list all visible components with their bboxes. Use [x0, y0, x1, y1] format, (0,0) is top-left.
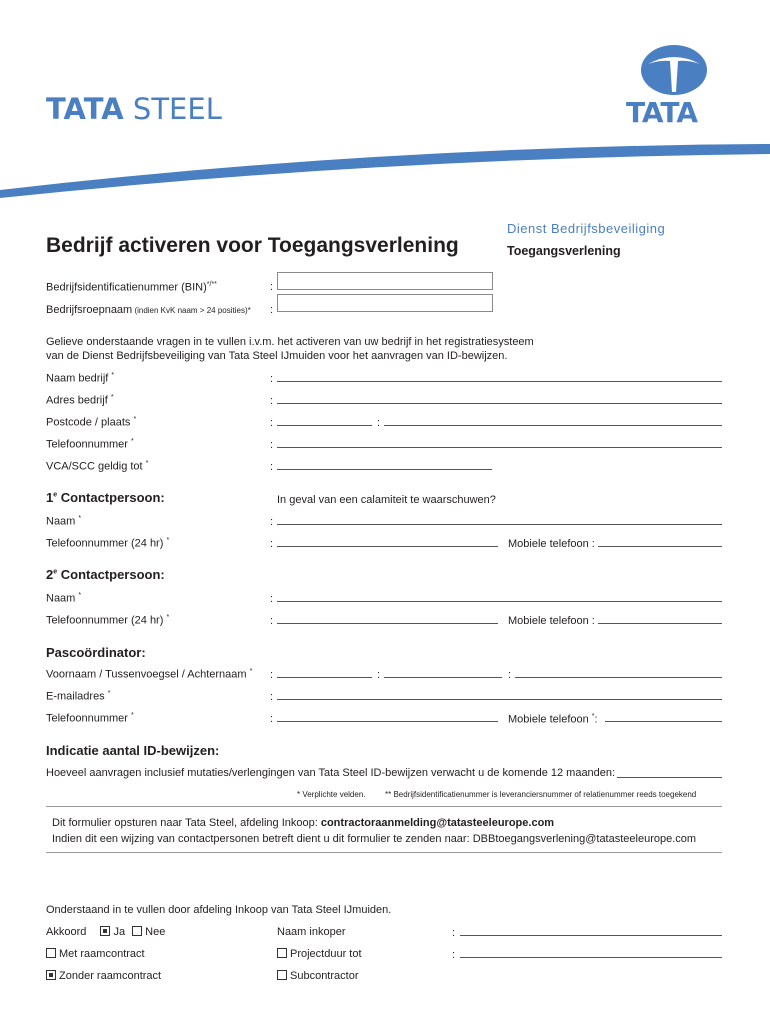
pas-email-field[interactable] — [277, 699, 722, 700]
contact1-mobiel-label: Mobiele telefoon : — [508, 538, 595, 550]
tata-logo-right: TATA — [626, 96, 698, 129]
page-title: Bedrijf activeren voor Toegangsverlening — [46, 234, 459, 257]
footnote-required: * Verplichte velden. — [297, 790, 366, 799]
ja-checkbox[interactable] — [100, 926, 110, 936]
pas-heading: Pascoördinator: — [46, 645, 146, 660]
vca-field[interactable] — [277, 469, 492, 470]
colon: : — [270, 439, 274, 451]
colon: : — [270, 461, 274, 473]
pas-tussenvoegsel-field[interactable] — [384, 677, 502, 678]
send-line-1: Dit formulier opsturen naar Tata Steel, afdeling Inkoop: contractoraanmelding@tatasteeleurope.com — [52, 817, 555, 829]
naam-inkoper-field[interactable] — [460, 935, 722, 936]
adres-bedrijf-label: Adres bedrijf * — [46, 394, 114, 407]
zonder-raamcontract-row — [46, 970, 161, 982]
naam-bedrijf-field[interactable] — [277, 381, 722, 382]
tata-emblem-icon — [640, 44, 708, 96]
contact1-mobiel-field[interactable] — [598, 546, 722, 547]
projectduur-checkbox[interactable] — [277, 948, 287, 958]
zonder-raamcontract-checkbox[interactable] — [46, 970, 56, 980]
intro-line-2: van de Dienst Bedrijfsbeveiliging van Tata Steel IJmuiden voor het aanvragen van ID-bewijzen. — [46, 350, 508, 362]
colon: : — [508, 669, 512, 681]
indicatie-field[interactable] — [617, 777, 722, 778]
pas-mobiel-field[interactable] — [605, 721, 722, 722]
colon: : — [270, 669, 274, 681]
contact2-mobiel-field[interactable] — [598, 623, 722, 624]
contact2-mobiel-label: Mobiele telefoon : — [508, 615, 595, 627]
colon: : — [270, 373, 274, 385]
nee-checkbox[interactable] — [132, 926, 142, 936]
colon: : — [270, 691, 274, 703]
bin-label: Bedrijfsidentificatienummer (BIN)*/** — [46, 281, 217, 294]
colon: : — [452, 949, 456, 961]
colon: : — [270, 417, 274, 429]
subcontractor-label: Subcontractor — [290, 970, 359, 982]
naam-inkoper-label: Naam inkoper — [277, 926, 346, 938]
send-line-2: Indien dit een wijzing van contactpersonen betreft dient u dit formulier te zenden naar: DBBtoegangsverlening@tatasteeleurope.com — [52, 833, 697, 845]
roepnaam-label: Bedrijfsroepnaam (indien KvK naam > 24 posities)* — [46, 304, 251, 316]
contact1-naam-label: Naam * — [46, 515, 82, 528]
contact2-telefoon-label: Telefoonnummer (24 hr) * — [46, 614, 170, 627]
contact1-heading: 1e Contactpersoon: — [46, 490, 165, 505]
subcontractor-row — [277, 970, 358, 982]
postcode-label: Postcode / plaats * — [46, 416, 137, 429]
colon: : — [270, 593, 274, 605]
subservice-name: Toegangsverlening — [507, 244, 621, 258]
projectduur-label: Projectduur tot — [290, 948, 362, 960]
akkoord-label: Akkoord — [46, 926, 87, 938]
contact2-naam-label: Naam * — [46, 592, 82, 605]
adres-bedrijf-field[interactable] — [277, 403, 722, 404]
colon: : — [270, 395, 274, 407]
header-swoosh — [0, 140, 770, 200]
nee-label: Nee — [145, 926, 166, 938]
zonder-raamcontract-label: Zonder raamcontract — [59, 970, 162, 982]
projectduur-row — [277, 948, 362, 960]
colon: : — [377, 669, 381, 681]
roepnaam-colon: : — [270, 304, 274, 316]
pas-voornaam-field[interactable] — [277, 677, 372, 678]
pas-achternaam-field[interactable] — [515, 677, 722, 678]
plaats-field[interactable] — [384, 425, 722, 426]
divider — [46, 806, 722, 807]
indicatie-heading: Indicatie aantal ID-bewijzen: — [46, 743, 220, 758]
postcode-field[interactable] — [277, 425, 372, 426]
contact2-telefoon-field[interactable] — [277, 623, 498, 624]
indicatie-question: Hoeveel aanvragen inclusief mutaties/verlengingen van Tata Steel ID-bewijzen verwacht u de komende 12 maanden: — [46, 767, 616, 779]
service-name: Dienst Bedrijfsbeveiliging — [507, 221, 666, 236]
akkoord-row — [46, 926, 165, 938]
inkoop-intro: Onderstaand in te vullen door afdeling Inkoop van Tata Steel IJmuiden. — [46, 904, 392, 916]
ja-label: Ja — [113, 926, 126, 938]
naam-bedrijf-label: Naam bedrijf * — [46, 372, 115, 385]
met-raamcontract-label: Met raamcontract — [59, 948, 145, 960]
projectduur-field[interactable] — [460, 957, 722, 958]
contact1-naam-field[interactable] — [277, 524, 722, 525]
colon: : — [377, 417, 381, 429]
contact1-telefoon-field[interactable] — [277, 546, 498, 547]
contact1-telefoon-label: Telefoonnummer (24 hr) * — [46, 537, 170, 550]
contact1-note: In geval van een calamiteit te waarschuwen? — [277, 494, 496, 506]
intro-line-1: Gelieve onderstaande vragen in te vullen i.v.m. het activeren van uw bedrijf in het registratiesysteem — [46, 336, 534, 348]
colon: : — [270, 538, 274, 550]
bin-input[interactable] — [277, 272, 493, 290]
contact2-naam-field[interactable] — [277, 601, 722, 602]
telefoon-label: Telefoonnummer * — [46, 438, 134, 451]
colon: : — [270, 615, 274, 627]
footnote-bin: ** Bedrijfsidentificatienummer is leveranciersnummer of relatienummer reeds toegekend — [385, 790, 697, 799]
met-raamcontract-checkbox[interactable] — [46, 948, 56, 958]
telefoon-field[interactable] — [277, 447, 722, 448]
bin-colon: : — [270, 281, 274, 293]
subcontractor-checkbox[interactable] — [277, 970, 287, 980]
pas-telefoon-label: Telefoonnummer * — [46, 712, 134, 725]
pas-email-label: E-mailadres * — [46, 690, 111, 703]
met-raamcontract-row — [46, 948, 145, 960]
pas-voornaam-label: Voornaam / Tussenvoegsel / Achternaam * — [46, 668, 253, 681]
colon: : — [270, 516, 274, 528]
vca-label: VCA/SCC geldig tot * — [46, 460, 149, 473]
pas-telefoon-field[interactable] — [277, 721, 498, 722]
roepnaam-input[interactable] — [277, 294, 493, 312]
tata-steel-logo: TATA STEEL — [46, 92, 222, 126]
contact2-heading: 2e Contactpersoon: — [46, 567, 165, 582]
pas-mobiel-label: Mobiele telefoon *: — [508, 713, 598, 726]
divider — [46, 852, 722, 853]
colon: : — [270, 713, 274, 725]
colon: : — [452, 927, 456, 939]
